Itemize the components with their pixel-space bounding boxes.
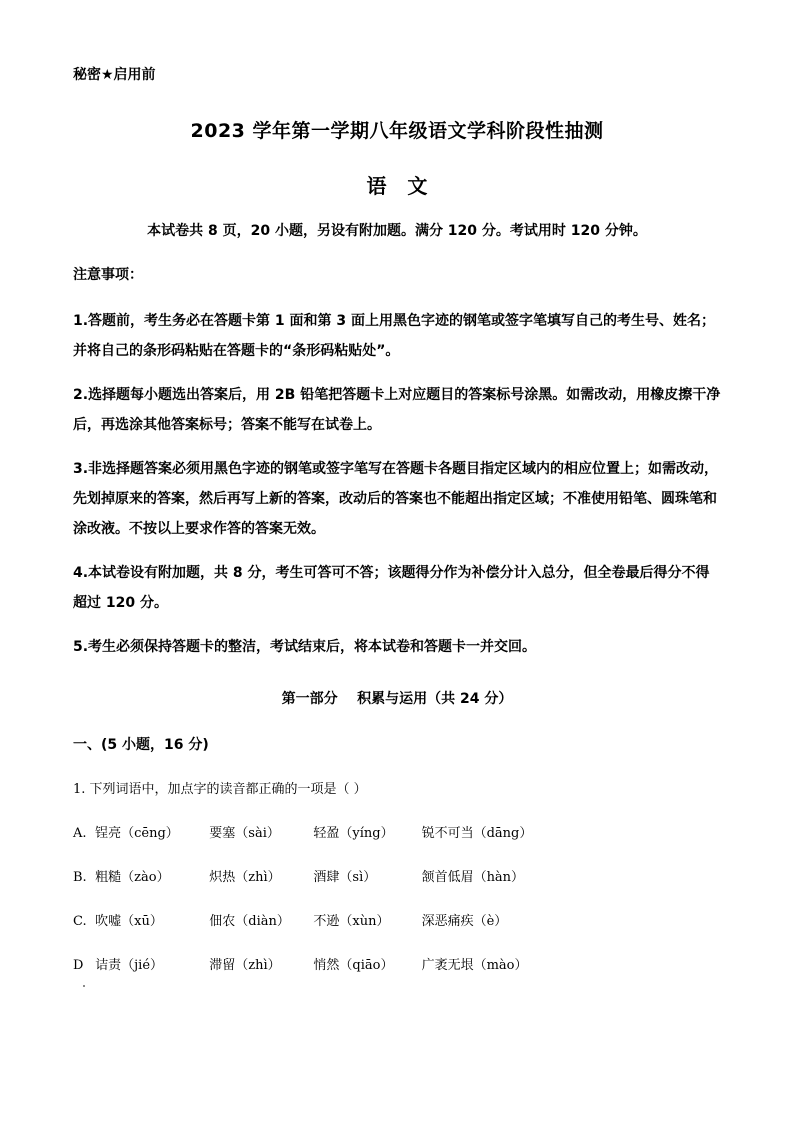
option-word: 佃农（diàn） (209, 914, 290, 929)
exam-intro: 本试卷共 8 页，20 小题，另设有附加题。满分 120 分。考试用时 120 分钟。 (147, 223, 647, 239)
note-item: 2.选择题每小题选出答案后，用 2B 铅笔把答题卡上对应题目的答案标号涂黑。如需改动，用橡皮擦干净后，再选涂其他答案标号；答案不能写在试卷上。 (73, 387, 721, 433)
option-c (73, 910, 532, 954)
option-label: D (73, 958, 84, 973)
option-word: 不逊（xùn） (313, 914, 390, 929)
option-a (73, 822, 532, 866)
option-word: 悄然（qiāo） (313, 958, 394, 973)
note-item: 4.本试卷设有附加题，共 8 分，考生可答可不答；该题得分作为补偿分计入总分，但全卷最后得分不得超过 120 分。 (73, 565, 710, 611)
option-word: 酒肆（sì） (313, 870, 377, 885)
option-d (73, 954, 532, 998)
note-item: 5.考生必须保持答题卡的整洁，考试结束后，将本试卷和答题卡一并交回。 (73, 639, 537, 655)
option-label: A. (73, 826, 87, 841)
option-word: 轻盈（yíng） (313, 826, 394, 841)
answer-options (73, 822, 532, 998)
option-label: C. (73, 914, 87, 929)
exam-title: 2023 学年第一学期八年级语文学科阶段性抽测 (190, 120, 604, 142)
option-word: 诘责（jié） (95, 958, 164, 973)
option-word: 颔首低眉（hàn） (421, 870, 525, 885)
option-word: 深恶痛疾（è） (421, 914, 508, 929)
option-word: 锃亮（cēng） (95, 826, 179, 841)
section-heading: 一、(5 小题，16 分) (73, 737, 209, 753)
option-word: 广袤无垠（mào） (421, 958, 528, 973)
option-word: 要塞（sài） (209, 826, 280, 841)
note-item: 3.非选择题答案必须用黑色字迹的钢笔或签字笔写在答题卡各题目指定区域内的相应位置上；如需改动，先划掉原来的答案，然后再写上新的答案，改动后的答案也不能超出指定区域；不准使用铅笔、圆珠笔和涂改液。不按以上要求作答的答案无效。 (73, 461, 719, 537)
option-b (73, 866, 532, 910)
note-item: 1.答题前，考生务必在答题卡第 1 面和第 3 面上用黑色字迹的钢笔或签字笔填写自己的考生号、姓名；并将自己的条形码粘贴在答题卡的“条形码粘贴处”。 (73, 313, 716, 359)
option-word: 吹嘘（xū） (95, 914, 163, 929)
subject-title: 语 文 (366, 174, 428, 198)
question-stem: 1. 下列词语中，加点字的读音都正确的一项是（ ） (73, 782, 367, 797)
confidential-label: 秘密★启用前 (73, 67, 156, 83)
part-heading: 第一部分 积累与运用（共 24 分） (281, 691, 513, 707)
option-label: B. (73, 870, 87, 885)
notes-heading: 注意事项： (73, 267, 143, 283)
option-word: 粗糙（zào） (95, 870, 170, 885)
notes-list (73, 306, 723, 662)
option-word: 炽热（zhì） (209, 870, 281, 885)
option-word: 滞留（zhì） (209, 958, 281, 973)
stray-dot (83, 985, 85, 987)
option-word: 锐不可当（dāng） (421, 826, 533, 841)
